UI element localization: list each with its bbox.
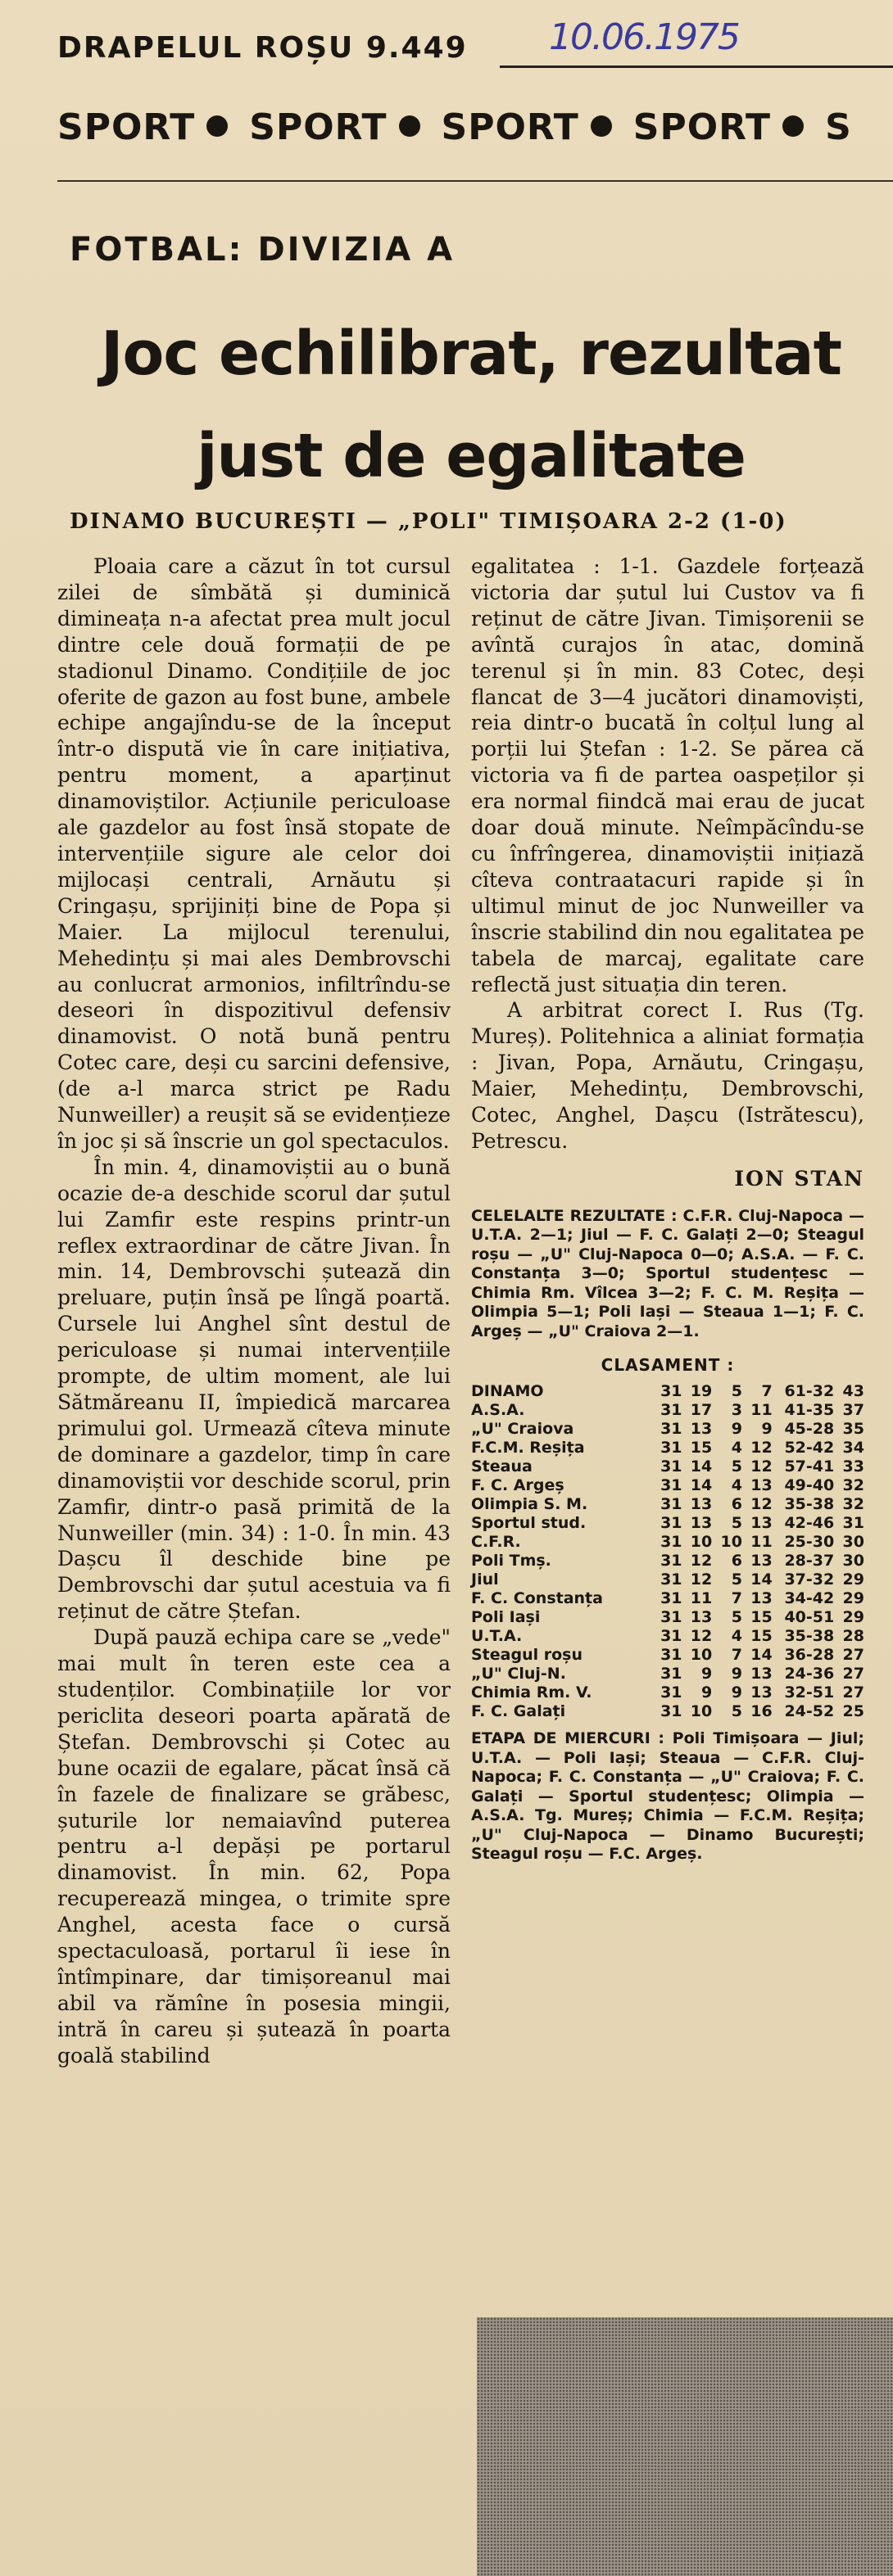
- standings-row: [471, 1608, 864, 1627]
- match-score-line: DINAMO BUCUREȘTI — „POLI" TIMIȘOARA 2-2 (1-0): [70, 509, 787, 534]
- standings-cell: 29: [842, 1570, 864, 1589]
- standings-cell: 12: [690, 1627, 713, 1646]
- standings-cell: 13: [690, 1420, 713, 1439]
- standings-cell: 11: [750, 1533, 773, 1552]
- standings-cell: 6: [731, 1552, 742, 1570]
- standings-row: [471, 1683, 864, 1702]
- standings-cell: 35: [842, 1420, 864, 1439]
- standings-cell: 33: [842, 1457, 864, 1476]
- article-paragraph: egalitatea : 1-1. Gazdele forțează victoria dar șutul lui Custov va fi reținut de către Jivan. Timișorenii se avîntă curajos în atac, domină terenul și în min. 83 Cotec, deși flancat de 3—4 jucători dinamoviști, reia dintr-o bucată în colțul lung al porții lui Ștefan : 1-2. Se părea că victoria va fi de partea oaspeților și era normal fiindcă mai erau de jucat doar două minute. Neîmpăcîndu-se cu înfrîngerea, dinamoviștii inițiază cîteva contraatacuri rapide și în ultimul minut de joc Nunweiller va înscrie stabilind din nou egalitatea pe tabela de marcaj, egalitate care reflectă just situația din teren.: [471, 554, 864, 997]
- team-name: Jiul: [471, 1570, 499, 1589]
- team-name: Chimia Rm. V.: [471, 1683, 592, 1702]
- sport-banner: [57, 106, 893, 156]
- standings-cell: 34-42: [784, 1589, 835, 1608]
- standings-cell: 35-38: [784, 1495, 835, 1514]
- article-paragraph: A arbitrat corect I. Rus (Tg. Mureș). Politehnica a aliniat formația : Jivan, Popa, Arnăutu, Cringașu, Maier, Mehedințu, Dembrovschi, Cotec, Anghel, Dașcu (Istrătescu), Petrescu.: [471, 998, 864, 1153]
- standings-cell: 13: [750, 1514, 773, 1533]
- standings-cell: 12: [750, 1495, 773, 1514]
- standings-cell: 11: [750, 1401, 773, 1420]
- sport-word: SPORT: [249, 106, 388, 148]
- standings-cell: 31: [660, 1457, 682, 1476]
- article-column-left: [57, 554, 451, 2576]
- standings-row: [471, 1627, 864, 1646]
- standings-cell: 31: [660, 1570, 682, 1589]
- standings-cell: 35-38: [784, 1627, 835, 1646]
- standings-cell: 27: [842, 1665, 864, 1683]
- standings-cell: 13: [690, 1514, 713, 1533]
- standings-cell: 25-30: [784, 1533, 835, 1552]
- sport-word: SPORT: [632, 106, 772, 148]
- standings-cell: 43: [842, 1382, 864, 1401]
- standings-cell: 9: [761, 1420, 773, 1439]
- standings-row: [471, 1495, 864, 1514]
- team-name: Steagul roșu: [471, 1646, 582, 1665]
- standings-cell: 14: [690, 1476, 713, 1495]
- team-name: Steaua: [471, 1457, 533, 1476]
- standings-row: [471, 1514, 864, 1533]
- standings-cell: 7: [761, 1382, 773, 1401]
- page-header: [57, 16, 893, 66]
- next-round-title: ETAPA DE MIERCURI :: [471, 1729, 665, 1748]
- sport-word: SPORT: [441, 106, 579, 148]
- standings-cell: 57-41: [784, 1457, 835, 1476]
- handwritten-date: 10.06.1975: [549, 16, 739, 58]
- standings-cell: 13: [750, 1552, 773, 1570]
- author-byline: ION STAN: [734, 1166, 864, 1191]
- standings-row: [471, 1665, 864, 1683]
- standings-cell: 4: [731, 1439, 742, 1457]
- standings-cell: 31: [660, 1552, 682, 1570]
- standings-row: [471, 1589, 864, 1608]
- next-round-text: Poli Timișoara — Jiul; U.T.A. — Poli Iași; Steaua — C.F.R. Cluj-Napoca; F. C. Constanța — „U" Craiova; F. C. Galați — Sportul studențesc; Olimpia — A.S.A. Tg. Mureș; Chimia — F.C.M. Reșița; „U" Cluj-Napoca — Dinamo București; Steagul roșu — F.C. Argeș.: [471, 1729, 864, 1864]
- standings-cell: 13: [690, 1495, 713, 1514]
- standings-row: [471, 1457, 864, 1476]
- standings-cell: 6: [731, 1495, 742, 1514]
- standings-cell: 15: [750, 1608, 773, 1627]
- standings-cell: 12: [750, 1457, 773, 1476]
- standings-row: [471, 1439, 864, 1457]
- standings-row: [471, 1420, 864, 1439]
- standings-row: [471, 1401, 864, 1420]
- article-column-right: [471, 554, 864, 1864]
- standings-cell: 31: [660, 1702, 682, 1721]
- standings-cell: 31: [660, 1420, 682, 1439]
- sport-word: S: [825, 106, 852, 148]
- standings-cell: 31: [660, 1627, 682, 1646]
- standings-cell: 32: [842, 1495, 864, 1514]
- standings-cell: 31: [660, 1683, 682, 1702]
- standings-cell: 11: [690, 1589, 713, 1608]
- other-results: [471, 1207, 864, 1342]
- team-name: A.S.A.: [471, 1401, 525, 1420]
- results-title: CELELALTE REZULTATE :: [471, 1206, 678, 1225]
- standings-cell: 37: [842, 1401, 864, 1420]
- standings-cell: 10: [690, 1702, 713, 1721]
- team-name: DINAMO: [471, 1382, 544, 1401]
- standings-title: CLASAMENT :: [601, 1355, 735, 1376]
- standings-cell: 31: [660, 1401, 682, 1420]
- sport-word: SPORT: [57, 106, 196, 148]
- standings-cell: 10: [690, 1646, 713, 1665]
- article-paragraph: După pauză echipa care se „vede" mai mult în teren este cea a studenților. Combinațiile lor vor periclita deseori poarta apărată de Ștefan. Dembrovschi și Cotec au bune ocazii de egalare, păcat însă că în fazele de finalizare se grăbesc, șuturile lor nemaiavînd puterea pentru a-l depăși pe portarul dinamovist. În min. 62, Popa recuperează mingea, o trimite spre Anghel, acesta face o cursă spectaculoasă, portarul îi iese în întîmpinare, dar timișoreanul mai abil va rămîne în posesia mingii, intră în careu și șutează în poarta goală stabilind: [57, 1625, 451, 2068]
- team-name: U.T.A.: [471, 1627, 523, 1646]
- standings-cell: 9: [731, 1420, 742, 1439]
- team-name: F. C. Argeș: [471, 1476, 564, 1495]
- standings-cell: 31: [660, 1608, 682, 1627]
- standings-cell: 7: [731, 1646, 742, 1665]
- standings-cell: 24-36: [784, 1665, 835, 1683]
- standings-cell: 36-28: [784, 1646, 835, 1665]
- standings-row: [471, 1476, 864, 1495]
- team-name: Poli Tmș.: [471, 1552, 551, 1570]
- standings-cell: 19: [690, 1382, 713, 1401]
- standings-cell: 31: [660, 1382, 682, 1401]
- standings-cell: 25: [842, 1702, 864, 1721]
- team-name: „U" Cluj-N.: [471, 1665, 566, 1683]
- team-name: Olimpia S. M.: [471, 1495, 588, 1514]
- standings-cell: 10: [690, 1533, 713, 1552]
- standings-cell: 49-40: [784, 1476, 835, 1495]
- standings-cell: 13: [750, 1683, 773, 1702]
- team-name: „U" Craiova: [471, 1420, 574, 1439]
- standings-cell: 12: [690, 1570, 713, 1589]
- standings-cell: 28-37: [784, 1552, 835, 1570]
- standings-cell: 30: [842, 1533, 864, 1552]
- standings-cell: 16: [750, 1702, 773, 1721]
- standings-cell: 29: [842, 1608, 864, 1627]
- standings-cell: 28: [842, 1627, 864, 1646]
- standings-cell: 9: [701, 1665, 713, 1683]
- standings-cell: 7: [731, 1589, 742, 1608]
- standings-cell: 10: [720, 1533, 742, 1552]
- date-underline: [500, 66, 893, 68]
- headline-line-2: just de egalitate: [197, 421, 746, 491]
- newspaper-masthead: DRAPELUL ROȘU 9.449: [57, 31, 468, 65]
- bullet-icon: [591, 115, 612, 137]
- standings-cell: 34: [842, 1439, 864, 1457]
- bullet-icon: [782, 115, 804, 137]
- bullet-icon: [399, 115, 420, 137]
- standings-table: [471, 1382, 864, 1721]
- standings-cell: 31: [660, 1476, 682, 1495]
- standings-cell: 5: [731, 1570, 742, 1589]
- standings-cell: 13: [750, 1476, 773, 1495]
- standings-cell: 32: [842, 1476, 864, 1495]
- standings-cell: 5: [731, 1457, 742, 1476]
- standings-row: [471, 1702, 864, 1721]
- standings-cell: 13: [690, 1608, 713, 1627]
- standings-cell: 12: [690, 1552, 713, 1570]
- standings-cell: 14: [750, 1646, 773, 1665]
- standings-cell: 5: [731, 1608, 742, 1627]
- standings-cell: 5: [731, 1702, 742, 1721]
- standings-cell: 5: [731, 1382, 742, 1401]
- photo-halftone: [477, 2317, 893, 2576]
- team-name: Poli Iași: [471, 1608, 541, 1627]
- standings-cell: 29: [842, 1589, 864, 1608]
- standings-cell: 3: [731, 1401, 742, 1420]
- standings-cell: 31: [660, 1589, 682, 1608]
- standings-row: [471, 1552, 864, 1570]
- article-paragraph: Ploaia care a căzut în tot cursul zilei de sîmbătă și duminică dimineața n-a afectat prea mult jocul dintre cele două formații de pe stadionul Dinamo. Condițiile de joc oferite de gazon au fost bune, ambele echipe angajîndu-se de la început într-o dispută vie în care inițiativa, pentru moment, a aparținut dinamoviștilor. Acțiunile periculoase ale gazdelor au fost însă stopate de intervențiile sigure ale celor doi mijlocași centrali, Arnăutu și Cringașu, sprijiniți bine de Popa și Maier. La mijlocul terenului, Mehedințu și mai ales Dembrovschi au conlucrat armonios, infiltrîndu-se deseori în dispozitivul defensiv dinamovist. O notă bună pentru Cotec care, deși cu sarcini defensive, (de a-l marca strict pe Radu Nunweiller) a reușit să se evidențieze în joc și să înscrie un gol spectaculos.: [57, 554, 451, 1153]
- team-name: F. C. Galați: [471, 1702, 566, 1721]
- standings-row: [471, 1382, 864, 1401]
- standings-cell: 17: [690, 1401, 713, 1420]
- standings-cell: 31: [660, 1514, 682, 1533]
- team-name: F. C. Constanța: [471, 1589, 603, 1608]
- standings-cell: 14: [690, 1457, 713, 1476]
- team-name: F.C.M. Reșița: [471, 1439, 585, 1457]
- standings-cell: 13: [750, 1665, 773, 1683]
- bullet-icon: [206, 115, 228, 137]
- standings-cell: 52-42: [784, 1439, 835, 1457]
- standings-cell: 31: [660, 1665, 682, 1683]
- article-paragraph: În min. 4, dinamoviștii au o bună ocazie de-a deschide scorul dar șutul lui Zamfir este respins printr-un reflex extraordinar de către Jivan. În min. 14, Dembrovschi șutează din preluare, puțin însă pe lîngă poartă. Cursele lui Anghel sînt destul de periculoase și numai intervențiile prompte, de ultim moment, ale lui Sătmăreanu II, împiedică marcarea primului gol. Urmează cîteva minute de dominare a gazdelor, timp în care dinamoviștii vor deschide scorul, prin Zamfir, dintr-o pasă primită de la Nunweiller (min. 34) : 1-0. În min. 43 Dașcu îl deschide bine pe Dembrovschi dar șutul acestuia va fi reținut de către Ștefan.: [57, 1155, 451, 1624]
- standings-cell: 31: [660, 1646, 682, 1665]
- standings-cell: 41-35: [784, 1401, 835, 1420]
- standings-cell: 4: [731, 1476, 742, 1495]
- standings-cell: 13: [750, 1589, 773, 1608]
- standings-cell: 12: [750, 1439, 773, 1457]
- standings-cell: 4: [731, 1627, 742, 1646]
- standings-cell: 27: [842, 1683, 864, 1702]
- standings-row: [471, 1533, 864, 1552]
- standings-cell: 15: [690, 1439, 713, 1457]
- standings-cell: 40-51: [784, 1608, 835, 1627]
- standings-cell: 27: [842, 1646, 864, 1665]
- standings-cell: 9: [731, 1665, 742, 1683]
- standings-cell: 24-52: [784, 1702, 835, 1721]
- standings-cell: 31: [660, 1439, 682, 1457]
- standings-cell: 32-51: [784, 1683, 835, 1702]
- standings-row: [471, 1570, 864, 1589]
- standings-cell: 42-46: [784, 1514, 835, 1533]
- standings-cell: 5: [731, 1514, 742, 1533]
- team-name: Sportul stud.: [471, 1514, 587, 1533]
- standings-cell: 31: [842, 1514, 864, 1533]
- results-text: C.F.R. Cluj-Napoca — U.T.A. 2—1; Jiul — F. C. Galați 2—0; Steagul roșu — „U" Cluj-Napoca 0—0; A.S.A. — F. C. Constanța 3—0; Sportul studențesc — Chimia Rm. Vîlcea 3—2; F. C. M. Reșița — Olimpia 5—1; Poli Iași — Steaua 1—1; F. C. Argeș — „U" Craiova 2—1.: [471, 1206, 865, 1340]
- divider: [57, 180, 893, 182]
- standings-cell: 15: [750, 1627, 773, 1646]
- standings-cell: 31: [660, 1533, 682, 1552]
- section-heading: FOTBAL: DIVIZIA A: [70, 231, 456, 269]
- headline-line-1: Joc echilibrat, rezultat: [101, 319, 841, 389]
- standings-cell: 9: [731, 1683, 742, 1702]
- standings-cell: 30: [842, 1552, 864, 1570]
- standings-cell: 61-32: [784, 1382, 835, 1401]
- standings-cell: 14: [750, 1570, 773, 1589]
- standings-cell: 31: [660, 1495, 682, 1514]
- standings-cell: 9: [701, 1683, 713, 1702]
- standings-cell: 45-28: [784, 1420, 835, 1439]
- team-name: C.F.R.: [471, 1533, 521, 1552]
- standings-row: [471, 1646, 864, 1665]
- next-round: [471, 1729, 864, 1864]
- standings-cell: 37-32: [784, 1570, 835, 1589]
